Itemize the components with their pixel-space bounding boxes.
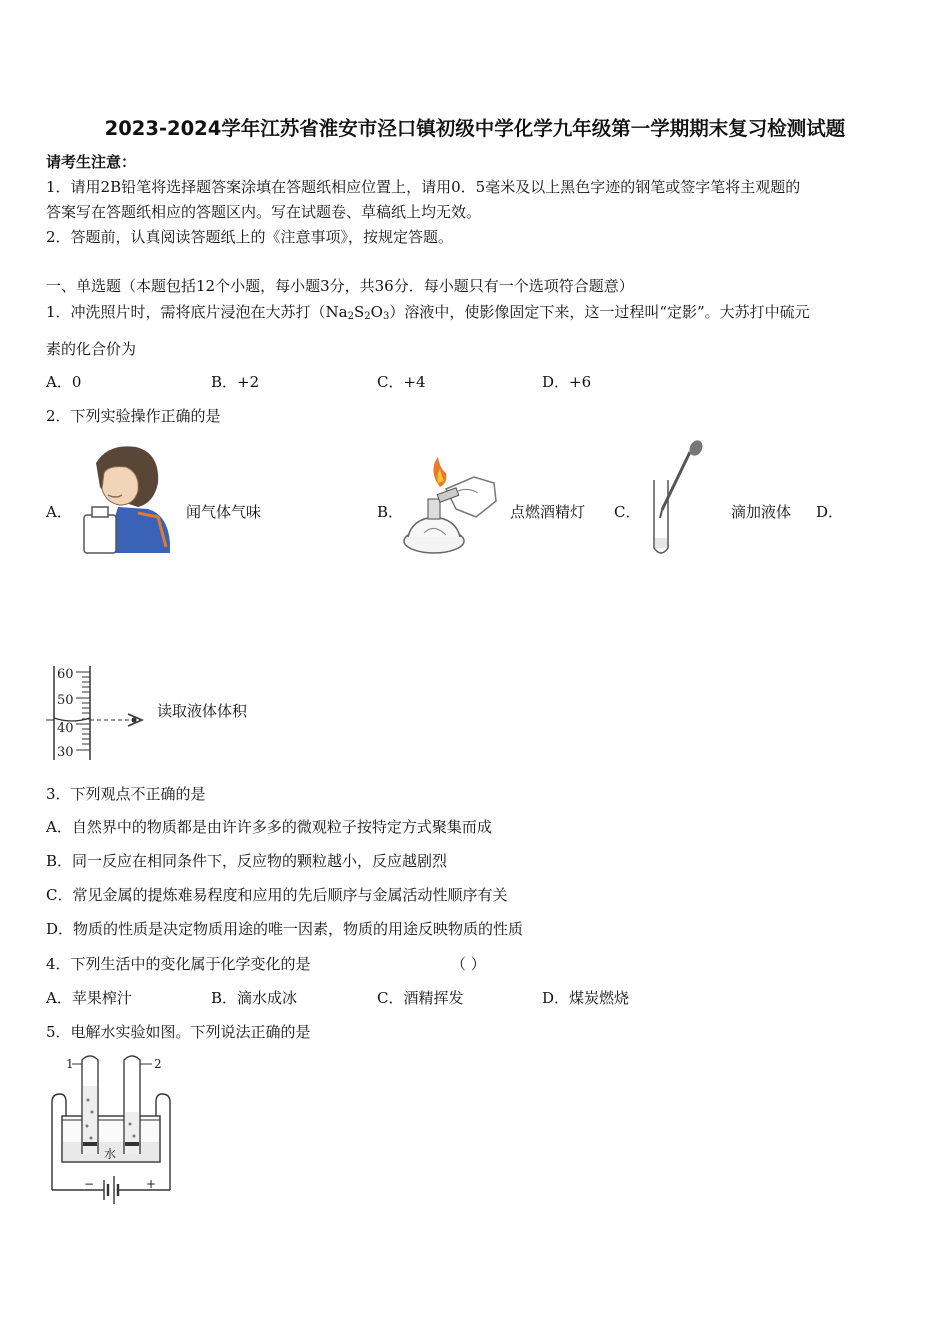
q3-option-b[interactable]: B．同一反应在相同条件下，反应物的颗粒越小，反应越剧烈	[46, 852, 448, 870]
notice-line-1b: 答案写在答题纸相应的答题区内。写在试题卷、草稿纸上均无效。	[46, 203, 482, 221]
q2-option-c-letter[interactable]: C．	[614, 503, 641, 521]
q2-option-b-letter[interactable]: B．	[377, 503, 404, 521]
q2-option-d-letter[interactable]: D．	[816, 503, 844, 521]
tube-label-1: 1	[66, 1057, 74, 1071]
q1-option-d[interactable]: D．+6	[542, 373, 592, 391]
q3-option-d[interactable]: D．物质的性质是决定物质用途的唯一因素，物质的用途反映物质的性质	[46, 920, 524, 938]
formula-na: Na	[325, 303, 348, 321]
tube-label-2: 2	[154, 1057, 162, 1071]
notice-line-1a: 1．请用2B铅笔将选择题答案涂填在答题纸相应位置上，请用0．5毫米及以上黑色字迹的钢笔或签字笔将主观题的	[46, 178, 801, 196]
q1-stem-end: ）溶液中，使影像固定下来，这一过程叫“定影”。大苏打中硫元	[389, 303, 810, 321]
q1-stem-cont: 素的化合价为	[46, 340, 137, 358]
q3-stem: 3．下列观点不正确的是	[46, 785, 206, 803]
q4-option-b[interactable]: B．滴水成冰	[211, 989, 298, 1007]
cyl-mark-60: 60	[57, 667, 74, 682]
q4-stem: 4．下列生活中的变化属于化学变化的是	[46, 955, 311, 973]
smell-gas-figure	[78, 443, 173, 557]
notice-heading: 请考生注意：	[46, 153, 137, 171]
q1-option-a[interactable]: A．0	[46, 373, 82, 391]
q4-option-a[interactable]: A．苹果榨汁	[46, 989, 132, 1007]
notice-line-2: 2．答题前，认真阅读答题纸上的《注意事项》，按规定答题。	[46, 228, 454, 246]
q4-option-d[interactable]: D．煤炭燃烧	[542, 989, 630, 1007]
cyl-mark-40: 40	[57, 721, 74, 736]
q2-option-a-letter[interactable]: A．	[46, 503, 72, 521]
page-title: 2023-2024学年江苏省淮安市泾口镇初级中学化学九年级第一学期期末复习检测试题	[104, 117, 846, 140]
q1-formula	[326, 303, 390, 321]
graduated-cylinder-figure	[46, 664, 156, 764]
q1-option-c[interactable]: C．+4	[377, 373, 426, 391]
q3-option-a[interactable]: A．自然界中的物质都是由许许多多的微观粒子按特定方式聚集而成	[46, 818, 492, 836]
formula-o-sub: 3	[382, 311, 390, 322]
cyl-mark-30: 30	[57, 745, 74, 760]
electrolysis-figure	[44, 1050, 178, 1210]
q3-option-c[interactable]: C．常见金属的提炼难易程度和应用的先后顺序与金属活动性顺序有关	[46, 886, 508, 904]
q4-answer-bracket: （ ）	[451, 955, 486, 973]
formula-na-sub: 2	[347, 311, 354, 322]
formula-o: O	[370, 303, 383, 321]
cyl-mark-50: 50	[57, 693, 74, 708]
q1-stem	[46, 303, 810, 321]
q2-option-b-caption: 点燃酒精灯	[510, 503, 586, 521]
battery-plus: +	[146, 1177, 157, 1191]
q1-stem-start: 1．冲洗照片时，需将底片浸泡在大苏打（	[46, 303, 326, 321]
q4-option-c[interactable]: C．酒精挥发	[377, 989, 464, 1007]
dropper-figure	[644, 440, 706, 560]
q5-stem: 5．电解水实验如图。下列说法正确的是	[46, 1023, 311, 1041]
q2-option-a-caption: 闻气体气味	[186, 503, 262, 521]
water-label: 水	[104, 1147, 117, 1161]
battery-minus: −	[84, 1177, 95, 1191]
formula-s-sub: 2	[364, 311, 371, 322]
q1-option-b[interactable]: B．+2	[211, 373, 260, 391]
formula-s: S	[354, 303, 365, 321]
alcohol-lamp-figure	[402, 453, 502, 559]
q2-option-d-caption: 读取液体体积	[157, 702, 248, 720]
q2-stem: 2．下列实验操作正确的是	[46, 407, 221, 425]
section-heading: 一、单选题（本题包括12个小题，每小题3分，共36分．每小题只有一个选项符合题意）	[46, 277, 634, 295]
q2-option-c-caption: 滴加液体	[731, 503, 792, 521]
